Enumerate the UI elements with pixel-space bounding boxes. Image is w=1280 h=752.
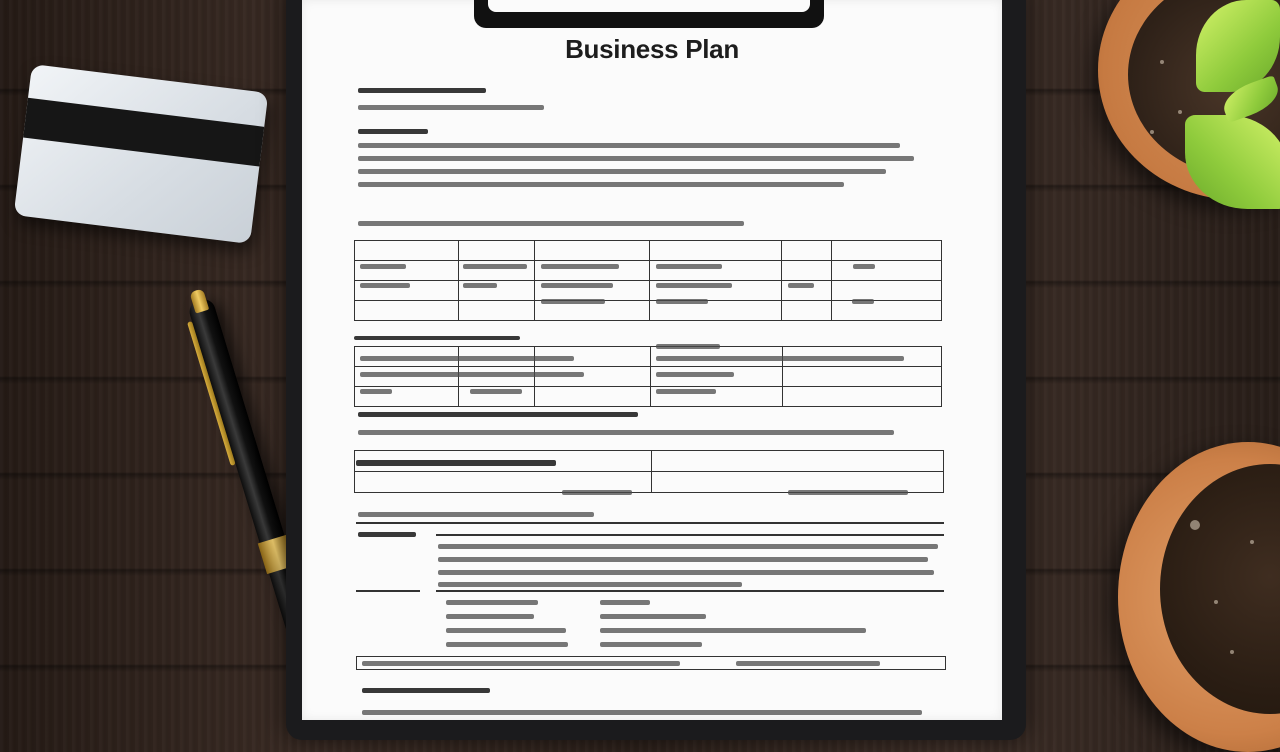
magnetic-stripe [23, 98, 264, 167]
financial-table [354, 240, 942, 321]
credit-card-icon [14, 64, 269, 244]
pen-clip [187, 321, 236, 466]
clipboard-clip [474, 0, 824, 28]
document-title: Business Plan [565, 34, 739, 64]
pen-cap-tip [189, 288, 209, 313]
analysis-table [354, 450, 944, 493]
